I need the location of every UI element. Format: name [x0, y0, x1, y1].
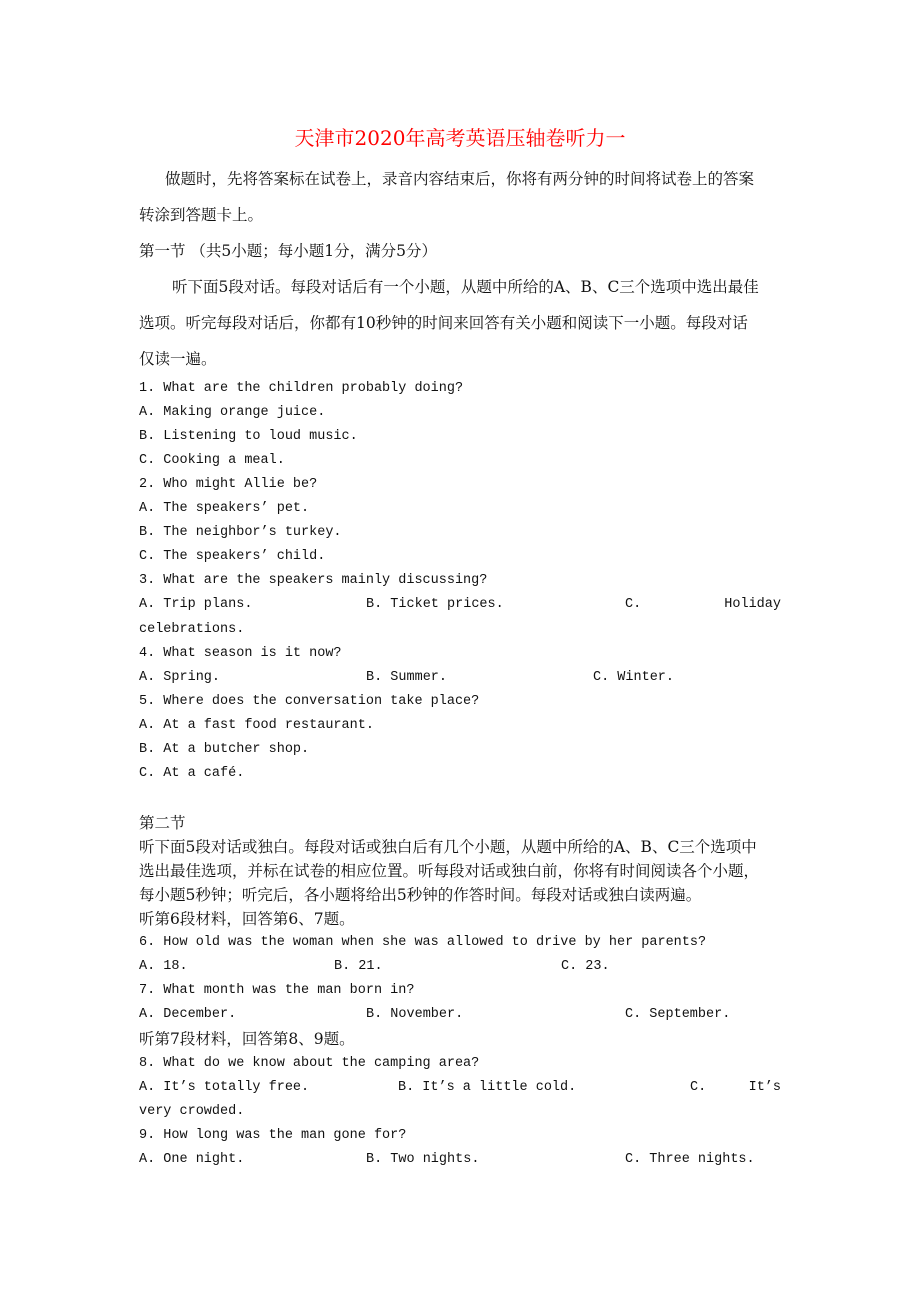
section2-instruction: 听下面5段对话或独白。每段对话或独白后有几个小题，从题中所给的A、B、C三个选项中	[139, 838, 757, 856]
option-b: B. Ticket prices.	[366, 597, 504, 612]
intro-line: 做题时，先将答案标在试卷上，录音内容结束后，你将有两分钟的时间将试卷上的答案	[165, 170, 755, 188]
option-c: C.	[690, 1080, 707, 1095]
option-b: B. Summer.	[366, 670, 448, 685]
option-a: A. Making orange juice.	[139, 405, 326, 420]
question: 9. How long was the man gone for?	[139, 1128, 407, 1143]
question: 8. What do we know about the camping area?	[139, 1056, 480, 1071]
section1-instruction: 听下面5段对话。每段对话后有一个小题，从题中所给的A、B、C三个选项中选出最佳	[172, 278, 759, 296]
question: 3. What are the speakers mainly discussing?	[139, 573, 488, 588]
section2-instruction: 每小题5秒钟；听完后，各小题将给出5秒钟的作答时间。每段对话或独白读两遍。	[139, 886, 702, 904]
section2-instruction: 选出最佳选项，并标在试卷的相应位置。听每段对话或独白前，你将有时间阅读各个小题，	[139, 862, 760, 880]
option-c: C. Cooking a meal.	[139, 453, 285, 468]
section1-instruction: 仅读一遍。	[139, 350, 217, 368]
option-a: A. The speakers’ pet.	[139, 501, 310, 516]
question: 6. How old was the woman when she was allowed to drive by her parents?	[139, 935, 707, 950]
material-heading: 听第6段材料，回答第6、7题。	[139, 910, 355, 928]
question: 2. Who might Allie be?	[139, 477, 318, 492]
material-heading: 听第7段材料，回答第8、9题。	[139, 1030, 355, 1048]
option-a: A. December.	[139, 1007, 237, 1022]
option-b: B. It’s a little cold.	[398, 1080, 577, 1095]
option-c: C.	[625, 597, 642, 612]
option-a: A. Spring.	[139, 670, 221, 685]
option-c: C. At a café.	[139, 766, 245, 781]
option-c: C. The speakers’ child.	[139, 549, 326, 564]
option-a: A. One night.	[139, 1152, 245, 1167]
intro-line: 转涂到答题卡上。	[139, 206, 264, 224]
option-b: B. Two nights.	[366, 1152, 480, 1167]
option-b: B. November.	[366, 1007, 464, 1022]
option-c: C. 23.	[561, 959, 610, 974]
option-c: C. Three nights.	[625, 1152, 755, 1167]
option-c: C. September.	[625, 1007, 731, 1022]
section2-heading: 第二节	[139, 814, 186, 832]
option-b: B. 21.	[334, 959, 383, 974]
section1-heading: 第一节 （共5小题；每小题1分，满分5分）	[139, 242, 438, 260]
option-a: A. 18.	[139, 959, 188, 974]
document-title: 天津市2020年高考英语压轴卷听力一	[294, 126, 626, 150]
option-a: A. At a fast food restaurant.	[139, 718, 374, 733]
option-c-text-cont: very crowded.	[139, 1104, 245, 1119]
option-b: B. At a butcher shop.	[139, 742, 310, 757]
option-a: A. Trip plans.	[139, 597, 253, 612]
option-c-text-cont: celebrations.	[139, 622, 245, 637]
question: 1. What are the children probably doing?	[139, 381, 464, 396]
section1-instruction: 选项。听完每段对话后，你都有10秒钟的时间来回答有关小题和阅读下一小题。每段对话	[139, 314, 748, 332]
option-c: C. Winter.	[593, 670, 675, 685]
question: 4. What season is it now?	[139, 646, 342, 661]
question: 7. What month was the man born in?	[139, 983, 415, 998]
option-c-text: It’s	[748, 1080, 781, 1095]
option-b: B. Listening to loud music.	[139, 429, 358, 444]
question: 5. Where does the conversation take place?	[139, 694, 480, 709]
option-a: A. It’s totally free.	[139, 1080, 310, 1095]
option-c-text: Holiday	[724, 597, 781, 612]
option-b: B. The neighbor’s turkey.	[139, 525, 342, 540]
